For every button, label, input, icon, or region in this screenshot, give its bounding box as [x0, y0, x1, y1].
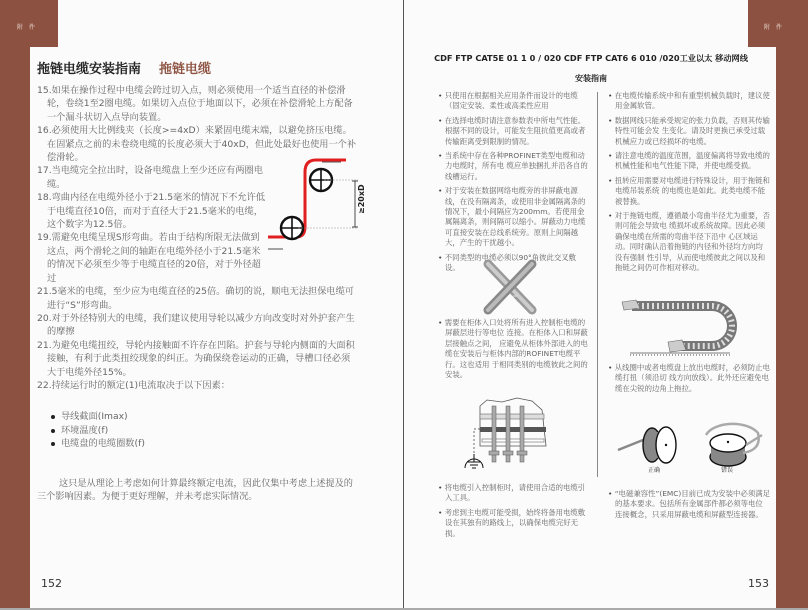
guide-item: • 请注意电缆的温度范围，温度偏离将导致电缆的机械性能和电气性能下降，并使电缆受损。 — [608, 151, 770, 172]
factor-item: 电缆盘的电缆圈数(f) — [51, 437, 357, 450]
reel-wrong-illustration — [698, 415, 768, 470]
item-15: 15.如果在操作过程中电缆会跨过切入点，则必须使用一个适当直径的补偿滑轮，卷绕1至2圈电缆。如果切入点位于地面以下，必须在补偿滑轮上方配备一个漏斗状切入点导向装置。 — [37, 85, 353, 123]
item-21: 21.为避免电缆扭绞，导轮内接触面不许存在凹陷。护套与导轮内侧面的大面积接触，有利于此类扭绞现象的纠正。为确保绕卷运动的正确，导槽口径必须大于电缆外径15%。 — [37, 339, 355, 378]
column-divider — [597, 92, 598, 477]
item-18: 18.弯曲内径在电缆外径小于21.5毫米的情况下不允许低于电缆直径10倍，而对于直径大于21.5毫米的电缆，这个数字为12.5倍。 — [37, 192, 266, 231]
left-side-band — [0, 0, 30, 610]
left-page — [0, 0, 403, 610]
left-col-mid — [438, 318, 588, 384]
guide-item: • 在电缆传输系统中和有重型机械负载时，建议使用金属软管。 — [608, 91, 770, 112]
cabinet-grounding-illustration — [462, 396, 562, 476]
guide-item: • 数据网线只能承受规定的张力负载，否则其传输特性可能会发 生变化。请及时更换已承受过载机械应力或已经损坏的电缆。 — [608, 116, 770, 147]
distance-label: ≥20xD — [357, 184, 366, 214]
page-number-right: 153 — [748, 577, 769, 590]
guide-item: • 对于拖链电缆，遵循最小弯曲半径尤为重要，否则可能会导致电 缆损坏或系统故障。因此必须确保电缆在所需的弯曲半径下沿中 心区域运动。同时确认沿着拖链的内径和外径均方向均没有强制 性引导，从而使电缆彼此之间以及和拖链之间仍可作相对移动。 — [608, 211, 770, 273]
guide-item: • “电磁兼容性”(EMC)目前已成为安装中必须满足的基本要求。包括所有金属部件都必须等电位连接概念，只采用屏蔽电缆和屏蔽型连接器。 — [608, 489, 770, 520]
guide-item: • 只使用在根据相关应用条件而设计的电缆（固定安装、柔性或高柔性应用 — [438, 91, 588, 112]
guide-item: • 对于安装在数据网络电缆旁的非屏蔽电源线，在没有隔离条，或使用非金属隔离条的情况下，最小间隔应为200mm。若使用金属隔离条，则间隔可以缩小。屏蔽动力电缆可直接安装在总线系统旁。原则上间隔越大，产生的干扰越小。 — [438, 186, 588, 248]
right-side-band — [776, 0, 808, 610]
caption-correct: 正确 — [648, 467, 661, 474]
install-guide-subtitle: 安装指南 — [575, 74, 607, 83]
guide-item: • 从线圈中或者电缆盘上放出电缆时，必须防止电缆打扭（须沿切 线方向放线）。此外还应避免电缆在尖锐的边角上拖拉。 — [608, 363, 770, 394]
factor-item: 导线截面(Imax) — [51, 410, 357, 423]
item-22: 22.持续运行时的额定(1)电流取决于以下因素： — [37, 379, 230, 391]
ground-icon — [465, 454, 483, 468]
page-number-left: 152 — [41, 577, 62, 590]
product-title: CDF FTP CAT5E 01 1 0 / 020 CDF FTP CAT6 6 010 /020工业以太 移动网线 — [434, 53, 748, 63]
title-accent: 拖链电缆 — [159, 62, 212, 77]
right-col-mid — [608, 363, 770, 398]
guide-item: • 需要在柜体入口处将所有进入控制柜电缆的屏蔽层进行等电位 连接。在柜体入口和屏蔽层接触点之间， 应避免从柜体外部进入的电缆在安装后与柜体内部的ROFINET电缆平行。这也适用 于相同类别的电缆彼此之间的安装。 — [438, 318, 588, 380]
drag-chain-illustration — [620, 300, 750, 350]
title-main: 拖链电缆安装指南 — [37, 62, 142, 77]
item-19: 19.需避免电缆呈现S形弯曲。若由于结构所限无法做到这点，两个滑轮之间的轴距在电缆外径小于21.5毫米的情况下必须至少等于电缆直径的20倍，对于外径超过 — [37, 232, 261, 284]
left-col-bottom — [438, 483, 588, 543]
right-tab-label: 附 件 — [764, 24, 784, 31]
note-paragraph: 这只是从理论上考虑如何计算最终额定电流，因此仅集中考虑上述提及的三个影响因素。为便于更好理解，并未考虑实际情况。 — [37, 477, 353, 502]
s-bend-diagram — [268, 152, 378, 262]
caption-wrong: 错误 — [721, 467, 734, 474]
guide-item: • 在选择电缆时请注意参数表中所电气性能。根据不同的设计，可能发生阻抗值更高或者传输距离受到限制的情况。 — [438, 116, 588, 147]
reel-correct-illustration — [618, 420, 688, 470]
guide-item: • 将电缆引入控制柜时，请使用合适的电缆引入工具。 — [438, 483, 588, 504]
factor-list — [51, 410, 357, 450]
factor-item: 环境温度(f) — [51, 424, 357, 437]
guide-item: • 不同类型的电缆必须以90°角彼此交叉敷设。 — [438, 253, 588, 274]
item-19-cont: 21.5毫米的电缆，至少应为电缆直径的25倍。确切的说，顺电无法担保电缆可进行“S”形弯曲。 — [37, 286, 354, 311]
guide-item: • 考虑到主电缆可能受损，始终将备用电缆敷设在其独有的路线上，以确保电缆完好无损。 — [438, 508, 588, 539]
left-body — [37, 84, 357, 513]
angle-label: 90° — [513, 294, 519, 298]
guide-item: • 扭转应用需要对电缆进行特殊设计，用于拖链和电缆吊装系统 的电缆也是如此。此类电缆不能被替换。 — [608, 176, 770, 207]
right-col-bottom — [608, 489, 770, 524]
left-tab-label: 附 件 — [17, 24, 37, 31]
page-title — [37, 58, 211, 77]
item-20: 20.对于外径特别大的电缆，我们建议使用导轮以减少方向改变时对外护套产生的摩擦 — [37, 312, 355, 338]
crossed-cables-illustration — [480, 258, 540, 318]
guide-item: • 当系统中存在各种PROFINET类型电缆和动力电缆时，所有电 缆应单独捆扎并沿各自的线槽运行。 — [438, 151, 588, 182]
item-16: 16.必须使用大比例线夹（长度>=4xD）来紧固电缆末端，以避免挤压电缆。在固紧点之前的未卷绕电缆的长度必须大于40xD，但此处最好也使用一个补偿滑轮。 — [37, 125, 357, 164]
left-col-top — [438, 91, 588, 278]
item-17: 17.当电缆完全拉出时，设备电缆盘上至少还应有两圈电缆。 — [37, 165, 263, 190]
right-col-top — [608, 91, 770, 278]
